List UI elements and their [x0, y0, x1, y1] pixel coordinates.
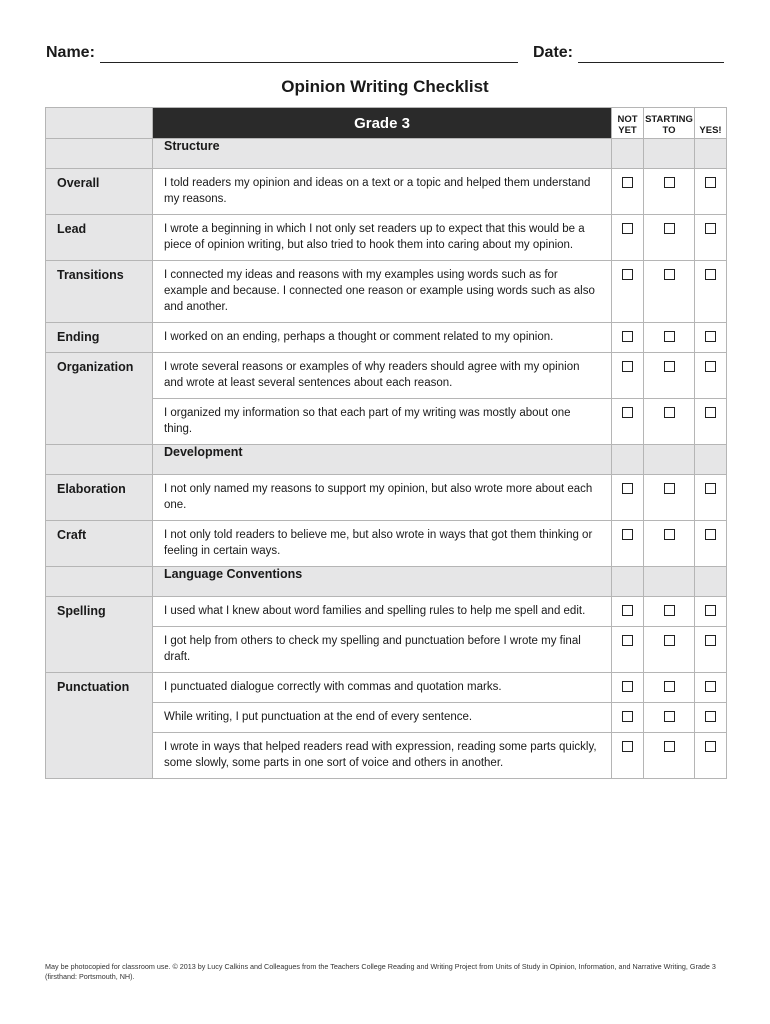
footer-note: May be photocopied for classroom use. © 2013 by Lucy Calkins and Colleagues from the Teachers College Reading and Writing Project from Units of Study in Opinion, Information, and Narrative Writing, Grade 3 (firsthand: Portsmouth, NH).	[45, 962, 716, 981]
criterion-description: I not only named my reasons to support my opinion, but also wrote more about each one.	[153, 475, 612, 521]
category-label: Transitions	[46, 261, 153, 323]
checkbox-cell-yes	[695, 475, 727, 521]
checkbox-cell-starting-to	[644, 597, 695, 627]
checkbox-cell-not-yet	[612, 169, 644, 215]
checkbox-starting-to[interactable]	[664, 741, 675, 752]
section-check-spacer	[612, 445, 644, 475]
checkbox-cell-yes	[695, 353, 727, 399]
checklist-row	[46, 323, 727, 353]
checkbox-not-yet[interactable]	[622, 681, 633, 692]
section-check-spacer	[644, 139, 695, 169]
section-check-spacer	[612, 139, 644, 169]
checkbox-yes[interactable]	[705, 177, 716, 188]
checkbox-cell-yes	[695, 703, 727, 733]
checkbox-cell-starting-to	[644, 733, 695, 779]
checkbox-cell-yes	[695, 627, 727, 673]
checklist-row	[46, 215, 727, 261]
criterion-description: I connected my ideas and reasons with my examples using words such as for example and because. I connected one reason or example using words such as also and another.	[153, 261, 612, 323]
checkbox-cell-yes	[695, 399, 727, 445]
section-check-spacer	[695, 445, 727, 475]
section-check-spacer	[644, 567, 695, 597]
criterion-description: I organized my information so that each part of my writing was mostly about one thing.	[153, 399, 612, 445]
checkbox-starting-to[interactable]	[664, 681, 675, 692]
criterion-description: I wrote in ways that helped readers read with expression, reading some parts quickly, some slowly, some parts in one sort of voice and others in another.	[153, 733, 612, 779]
checkbox-starting-to[interactable]	[664, 529, 675, 540]
category-label: Elaboration	[46, 475, 153, 521]
checkbox-cell-yes	[695, 521, 727, 567]
checkbox-cell-yes	[695, 733, 727, 779]
category-label: Spelling	[46, 597, 153, 673]
checkbox-cell-not-yet	[612, 475, 644, 521]
criterion-description: I wrote several reasons or examples of why readers should agree with my opinion and wrote at least several sentences about each reason.	[153, 353, 612, 399]
criterion-description: I used what I knew about word families and spelling rules to help me spell and edit.	[153, 597, 612, 627]
checkbox-cell-yes	[695, 597, 727, 627]
checkbox-yes[interactable]	[705, 741, 716, 752]
checkbox-starting-to[interactable]	[664, 331, 675, 342]
checkbox-yes[interactable]	[705, 361, 716, 372]
checkbox-yes[interactable]	[705, 711, 716, 722]
section-check-spacer	[695, 567, 727, 597]
checkbox-yes[interactable]	[705, 635, 716, 646]
section-spacer	[46, 567, 153, 597]
checkbox-yes[interactable]	[705, 269, 716, 280]
name-field[interactable]	[100, 62, 518, 63]
checkbox-yes[interactable]	[705, 483, 716, 494]
checkbox-cell-yes	[695, 673, 727, 703]
checkbox-not-yet[interactable]	[622, 483, 633, 494]
checkbox-not-yet[interactable]	[622, 177, 633, 188]
checkbox-starting-to[interactable]	[664, 269, 675, 280]
checkbox-cell-starting-to	[644, 323, 695, 353]
checkbox-cell-not-yet	[612, 733, 644, 779]
checklist-row	[46, 353, 727, 399]
checklist-row	[46, 169, 727, 215]
checkbox-cell-starting-to	[644, 521, 695, 567]
checkbox-yes[interactable]	[705, 681, 716, 692]
section-header-row	[46, 445, 727, 475]
checkbox-not-yet[interactable]	[622, 361, 633, 372]
checkbox-cell-not-yet	[612, 597, 644, 627]
checklist-row	[46, 475, 727, 521]
checkbox-cell-starting-to	[644, 399, 695, 445]
date-field[interactable]	[578, 62, 724, 63]
checkbox-yes[interactable]	[705, 407, 716, 418]
checkbox-cell-starting-to	[644, 627, 695, 673]
checklist-row	[46, 597, 727, 627]
category-label: Ending	[46, 323, 153, 353]
criterion-description: While writing, I put punctuation at the end of every sentence.	[153, 703, 612, 733]
checklist-row	[46, 673, 727, 703]
category-label: Overall	[46, 169, 153, 215]
checkbox-starting-to[interactable]	[664, 605, 675, 616]
criterion-description: I got help from others to check my spelling and punctuation before I wrote my final draft.	[153, 627, 612, 673]
criterion-description: I not only told readers to believe me, but also wrote in ways that got them thinking or feeling in certain ways.	[153, 521, 612, 567]
checkbox-cell-not-yet	[612, 399, 644, 445]
grade-label: Grade 3	[153, 108, 612, 139]
column-starting-to: STARTING TO	[644, 108, 695, 139]
checkbox-cell-starting-to	[644, 703, 695, 733]
checkbox-not-yet[interactable]	[622, 331, 633, 342]
date-label: Date:	[533, 44, 574, 61]
checkbox-cell-not-yet	[612, 261, 644, 323]
checkbox-starting-to[interactable]	[664, 223, 675, 234]
column-not-yet: NOT YET	[612, 108, 644, 139]
section-check-spacer	[612, 567, 644, 597]
table-header-row	[46, 108, 727, 139]
checkbox-cell-starting-to	[644, 475, 695, 521]
category-label: Punctuation	[46, 673, 153, 779]
checklist-table	[45, 107, 727, 779]
category-label: Organization	[46, 353, 153, 445]
section-header-row	[46, 567, 727, 597]
checkbox-starting-to[interactable]	[664, 483, 675, 494]
checkbox-not-yet[interactable]	[622, 529, 633, 540]
checkbox-not-yet[interactable]	[622, 605, 633, 616]
header-spacer	[46, 108, 153, 139]
checkbox-cell-yes	[695, 215, 727, 261]
checkbox-not-yet[interactable]	[622, 711, 633, 722]
checkbox-cell-not-yet	[612, 703, 644, 733]
section-title: Structure	[153, 139, 612, 169]
checkbox-starting-to[interactable]	[664, 711, 675, 722]
section-check-spacer	[644, 445, 695, 475]
checkbox-cell-not-yet	[612, 627, 644, 673]
section-header-row	[46, 139, 727, 169]
checkbox-yes[interactable]	[705, 605, 716, 616]
column-yes: YES!	[695, 108, 727, 139]
criterion-description: I wrote a beginning in which I not only set readers up to expect that this would be a piece of opinion writing, but also tried to hook them into caring about my opinion.	[153, 215, 612, 261]
checkbox-cell-not-yet	[612, 521, 644, 567]
checkbox-cell-yes	[695, 323, 727, 353]
criterion-description: I worked on an ending, perhaps a thought or comment related to my opinion.	[153, 323, 612, 353]
checkbox-yes[interactable]	[705, 331, 716, 342]
checkbox-not-yet[interactable]	[622, 635, 633, 646]
checkbox-cell-yes	[695, 169, 727, 215]
section-spacer	[46, 139, 153, 169]
checkbox-cell-starting-to	[644, 261, 695, 323]
section-title: Language Conventions	[153, 567, 612, 597]
checkbox-cell-yes	[695, 261, 727, 323]
checkbox-yes[interactable]	[705, 223, 716, 234]
section-spacer	[46, 445, 153, 475]
checklist-row	[46, 521, 727, 567]
criterion-description: I told readers my opinion and ideas on a text or a topic and helped them understand my reasons.	[153, 169, 612, 215]
checkbox-cell-starting-to	[644, 353, 695, 399]
category-label: Lead	[46, 215, 153, 261]
section-title: Development	[153, 445, 612, 475]
checkbox-cell-not-yet	[612, 323, 644, 353]
checkbox-cell-starting-to	[644, 215, 695, 261]
page-title: Opinion Writing Checklist	[281, 77, 489, 96]
checkbox-cell-starting-to	[644, 673, 695, 703]
name-label: Name:	[46, 44, 95, 61]
checkbox-not-yet[interactable]	[622, 741, 633, 752]
checklist-row	[46, 261, 727, 323]
checkbox-cell-not-yet	[612, 673, 644, 703]
criterion-description: I punctuated dialogue correctly with commas and quotation marks.	[153, 673, 612, 703]
checkbox-not-yet[interactable]	[622, 223, 633, 234]
checkbox-yes[interactable]	[705, 529, 716, 540]
checkbox-starting-to[interactable]	[664, 361, 675, 372]
checkbox-starting-to[interactable]	[664, 177, 675, 188]
checkbox-starting-to[interactable]	[664, 635, 675, 646]
section-check-spacer	[695, 139, 727, 169]
checkbox-cell-not-yet	[612, 215, 644, 261]
checkbox-cell-starting-to	[644, 169, 695, 215]
category-label: Craft	[46, 521, 153, 567]
checkbox-cell-not-yet	[612, 353, 644, 399]
checkbox-not-yet[interactable]	[622, 269, 633, 280]
checkbox-not-yet[interactable]	[622, 407, 633, 418]
checkbox-starting-to[interactable]	[664, 407, 675, 418]
